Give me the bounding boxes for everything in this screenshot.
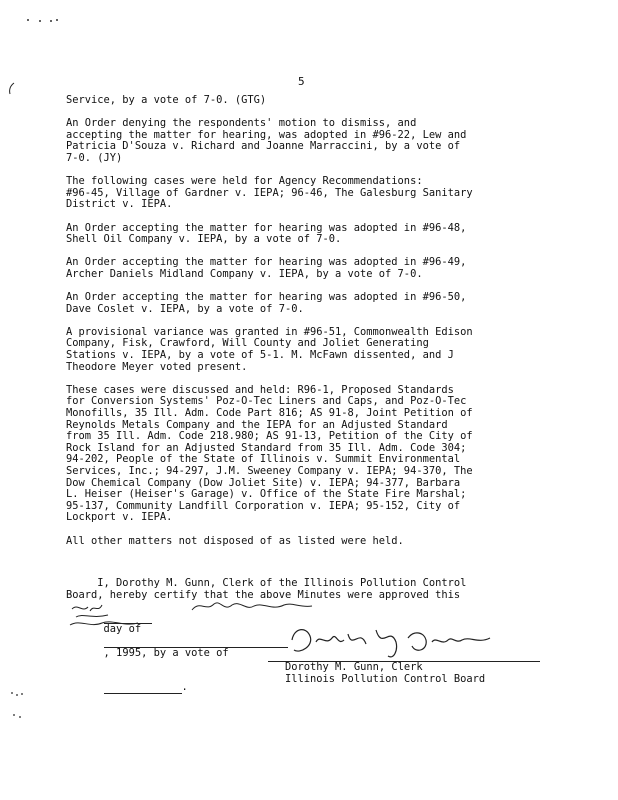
page-number: 5 — [298, 75, 305, 88]
signer-name: Dorothy M. Gunn, Clerk — [285, 661, 423, 673]
paragraph: An Order accepting the matter for hearing was adopted in #96-50, Dave Coslet v. IEPA, by a vote of 7-0. — [66, 291, 467, 315]
signature-block — [285, 662, 485, 685]
cert-day-of: day of — [103, 623, 142, 636]
paragraph: These cases were discussed and held: R96-1, Proposed Standards for Conversion Systems' Poz-O-Tec Liners and Caps, and Poz-O-Tec Monofills, 35 Ill. Adm. Code Part 816; AS 91-8, Joint Petition of Reynolds Metals Company and the IEPA for an Adjusted Standard from 35 Ill. Adm. Code 218.980; AS 91-13, Petition of the City of Rock Island for an Adjusted Standard from 35 Ill. Adm. Code 304; 94-202, People of the State of Illinois v. Summit Environmental Services, Inc.; 94-297, J.M. Sweeney Company v. IEPA; 94-370, The Dow Chemical Company (Dow Joliet Site) v. IEPA; 94-377, Barbara L. Heiser (Heiser's Garage) v. Office of the State Fire Marshal; 95-137, Community Landfill Corporation v. IEPA; 95-152, City of Lockport v. IEPA. — [66, 383, 473, 524]
paragraph: All other matters not disposed of as listed were held. — [66, 534, 404, 547]
cert-line-2: Board, hereby certify that the above Minutes were approved this — [66, 588, 461, 601]
handwritten-month — [188, 596, 318, 618]
paragraph: A provisional variance was granted in #96-51, Commonwealth Edison Company, Fisk, Crawford, Will County and Joliet Generating Stations v. IEPA, by a vote of 5-1. M. McFawn dissented, and J Theodore Meyer voted present. — [66, 325, 473, 373]
signer-org: Illinois Pollution Control Board — [285, 672, 486, 685]
handwritten-vote — [66, 617, 156, 631]
cert-line-1: I, Dorothy M. Gunn, Clerk of the Illinois Pollution Control — [66, 577, 467, 589]
paragraph: An Order accepting the matter for hearing was adopted in #96-48, Shell Oil Company v. IEPA, by a vote of 7-0. — [66, 221, 467, 246]
clerk-signature — [286, 620, 516, 666]
cert-year-vote: , 1995, by a vote of — [103, 646, 229, 659]
cert-end: . — [181, 681, 188, 694]
paragraph: An Order denying the respondents' motion to dismiss, and accepting the matter for hearing, was adopted in #96-22, Lew and Patricia D'Souza v. Richard and Joanne Marraccini, by a vote of 7-0. (JY) — [66, 117, 467, 164]
minutes-body — [66, 95, 556, 559]
paragraph: The following cases were held for Agency Recommendations: #96-45, Village of Gardner v. IEPA; 96-46, The Galesburg Sanitary District v. IEPA. — [66, 175, 473, 211]
paragraph: Service, by a vote of 7-0. (GTG) — [66, 94, 267, 106]
paragraph: An Order accepting the matter for hearing was adopted in #96-49, Archer Daniels Midland Company v. IEPA, by a vote of 7-0. — [66, 256, 467, 280]
